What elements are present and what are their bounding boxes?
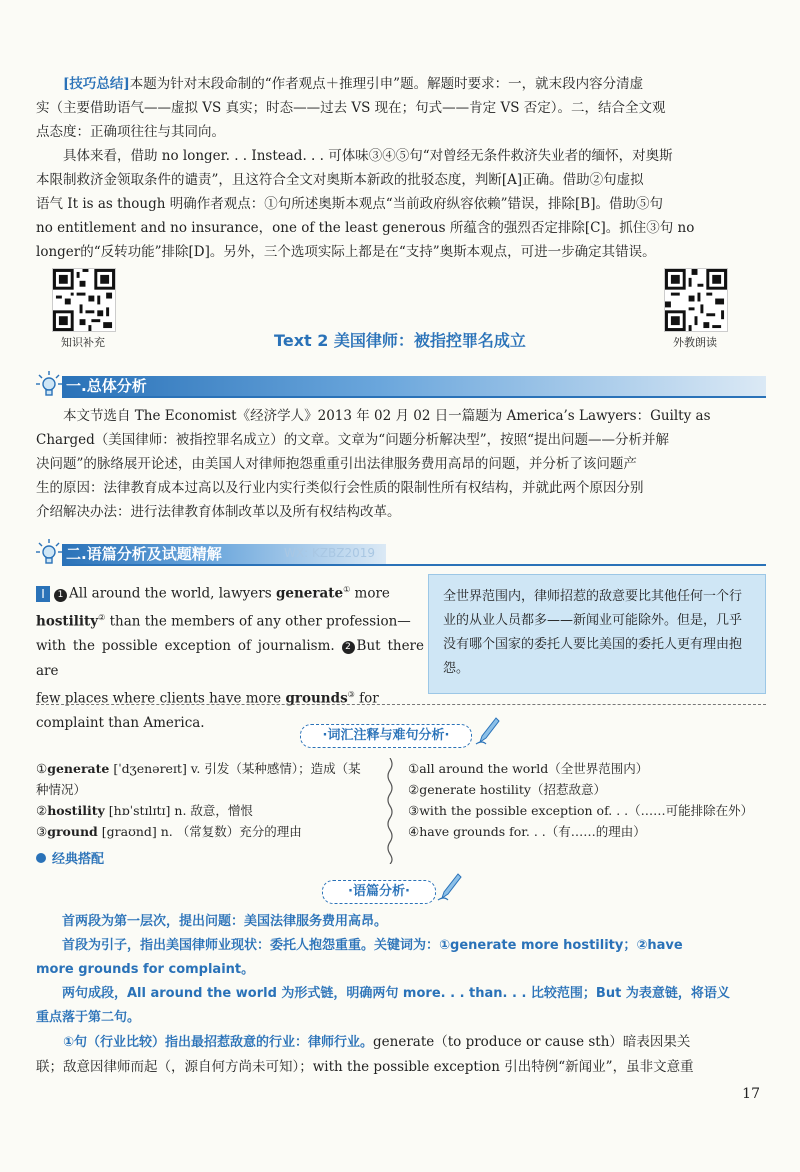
text2-title: Text 2 美国律师：被指控罪名成立	[274, 331, 526, 350]
qr-code-icon	[665, 269, 727, 331]
phrase-item: ②generate hostility（招惹敌意）	[408, 782, 606, 797]
vocab-section-title: ·词汇注释与难句分析·	[300, 724, 472, 748]
passage-line-1: I 1 All around the world, lawyers generate① more	[36, 578, 424, 606]
lightbulb-icon	[36, 370, 62, 400]
summary-line-1: [技巧总结]本题为针对末段命制的“作者观点＋推理引申”题。解题时要求：一，就末段内容分清虚	[63, 76, 644, 92]
detail-line-2: 语气 It is as though 明确作者观点：①句所述奥斯本观点“当前政府纵容依赖”错误，排除[B]。借助⑤句	[36, 196, 663, 212]
section1-line-0: 本文节选自 The Economist《经济学人》2013 年 02 月 02 日一篇题为 America’s Lawyers：Guilty as	[63, 408, 711, 424]
section1-line-4: 介绍解决办法：进行法律教育体制改革以及所有权结构改革。	[36, 504, 401, 520]
summary-line-2: 实（主要借助语气——虚拟 VS 真实；时态——过去 VS 现在；句式——肯定 VS 否定）。二，结合全文观	[36, 100, 666, 116]
section1-heading	[36, 370, 766, 400]
summary-paragraph	[36, 72, 766, 264]
sentence-number-2: 2	[342, 641, 355, 654]
chain-divider	[384, 758, 396, 864]
summary-line-3: 点态度：正确项往往与其同向。	[36, 124, 225, 140]
qr-caption-left: 知识补充	[61, 336, 105, 349]
analysis-line-6: 联；敌意因律师而起（，源自何方尚未可知）；with the possible exception 引出特例“新闻业”，虽非文意重	[36, 1059, 694, 1075]
section1-line-3: 生的原因：法律教育成本过高以及行业内实行类似行会性质的限制性所有权结构，并就此两个原因分别	[36, 480, 644, 496]
analysis-line-1: 首段为引子，指出美国律师业现状：委托人抱怨重重。关键词为：①generate more hostility；②have	[62, 938, 683, 953]
divider	[36, 704, 766, 705]
analysis-line-3: 两句成段，All around the world 为形式链，明确两句 more. . . than. . . 比较范围；But 为表意链，将语义	[62, 986, 730, 1001]
phrase-item: ③with the possible exception of. . .（……可能排除在外）	[408, 803, 754, 818]
vocab-item-hostility: ②hostility [hɒˈstɪlɪtɪ] n. 敌意，憎恨	[36, 803, 253, 818]
analysis-section-title: ·语篇分析·	[322, 880, 436, 904]
watermark: WX: KZBZ2019	[284, 546, 376, 560]
qr-code-knowledge[interactable]	[52, 268, 116, 332]
detail-line-3: no entitlement and no insurance，one of the least generous 所蕴含的强烈否定排除[C]。抓住③句 no	[36, 220, 695, 236]
passage-line-2: hostility② than the members of any other profession—	[36, 613, 411, 630]
qr-caption-right: 外教朗读	[673, 336, 717, 349]
vocab-item-ground: ③ground [graʊnd] n. （常复数）充分的理由	[36, 824, 302, 839]
detail-line-4: longer的“反转功能”排除[D]。另外，三个选项实际上都是在“支持”奥斯本观点，可进一步确定其错误。	[36, 244, 656, 260]
pen-icon	[436, 872, 462, 902]
passage-line-3: with the possible exception of journalism. 2 But there are	[36, 638, 425, 679]
passage-line-5: complaint than America.	[36, 715, 205, 731]
phrase-item: ④have grounds for. . .（有……的理由）	[408, 824, 646, 839]
keyword-generate: generate	[275, 585, 344, 602]
vocab-right-list	[408, 758, 768, 842]
passage-line-4: few places where clients have more grounds③ for	[36, 690, 379, 707]
pen-icon	[474, 716, 500, 746]
bullet-icon	[36, 853, 46, 863]
qr-code-icon	[53, 269, 115, 331]
analysis-line-4: 重点落于第二句。	[36, 1010, 141, 1025]
lightbulb-icon	[36, 538, 62, 568]
sentence-number-1: 1	[54, 589, 67, 602]
section1-body	[36, 404, 766, 524]
vocab-item-generate: ①generate [ˈdʒenəreɪt] v. 引发（某种感情）；造成（某	[36, 761, 361, 776]
vocab-left-list	[36, 758, 381, 842]
detail-line-0: 具体来看，借助 no longer. . . Instead. . . 可体味③④⑤句“对曾经无条件救济失业者的缅怀，对奥斯	[63, 148, 673, 164]
section1-line-2: 决问题”的脉络展开论述，由美国人对律师抱怨重重引出法律服务费用高昂的问题，并分析了该问题产	[36, 456, 637, 472]
translation-box: 全世界范围内，律师招惹的敌意要比其他任何一个行业的从业人员都多——新闻业可能除外。但是，几乎没有哪个国家的委托人要比美国的委托人更有理由抱怨。	[428, 574, 766, 694]
analysis-body	[36, 910, 766, 1079]
classic-collocation-label: 经典搭配	[36, 848, 104, 867]
qr-code-reading[interactable]	[664, 268, 728, 332]
paragraph-number: I	[36, 586, 50, 602]
section1-line-1: Charged（美国律师：被指控罪名成立）的文章。文章为“问题分析解决型”，按照“提出问题——分析并解	[36, 432, 670, 448]
keyword-grounds: grounds	[285, 690, 348, 707]
summary-tag: [技巧总结]	[63, 76, 130, 92]
passage-paragraph	[36, 578, 424, 736]
section1-title: 一.总体分析	[66, 377, 147, 395]
section2-title: 二.语篇分析及试题精解	[66, 545, 222, 563]
analysis-line-0: 首两段为第一层次，提出问题：美国法律服务费用高昂。	[62, 914, 388, 929]
section2-heading	[36, 538, 766, 568]
analysis-line-5: ①句（行业比较）指出最招惹敌意的行业：律师行业。generate（to produce or cause sth）暗表因果关	[63, 1034, 691, 1050]
phrase-item: ①all around the world（全世界范围内）	[408, 761, 649, 776]
vocab-item-generate-cont: 种情况）	[36, 782, 87, 797]
keyword-hostility: hostility	[36, 613, 99, 630]
page-number: 17	[742, 1086, 760, 1102]
analysis-line-2: more grounds for complaint。	[36, 962, 255, 977]
detail-line-1: 本限制救济金领取条件的谴责”，且这符合全文对奥斯本新政的批驳态度，判断[A]正确。借助②句虚拟	[36, 172, 644, 188]
